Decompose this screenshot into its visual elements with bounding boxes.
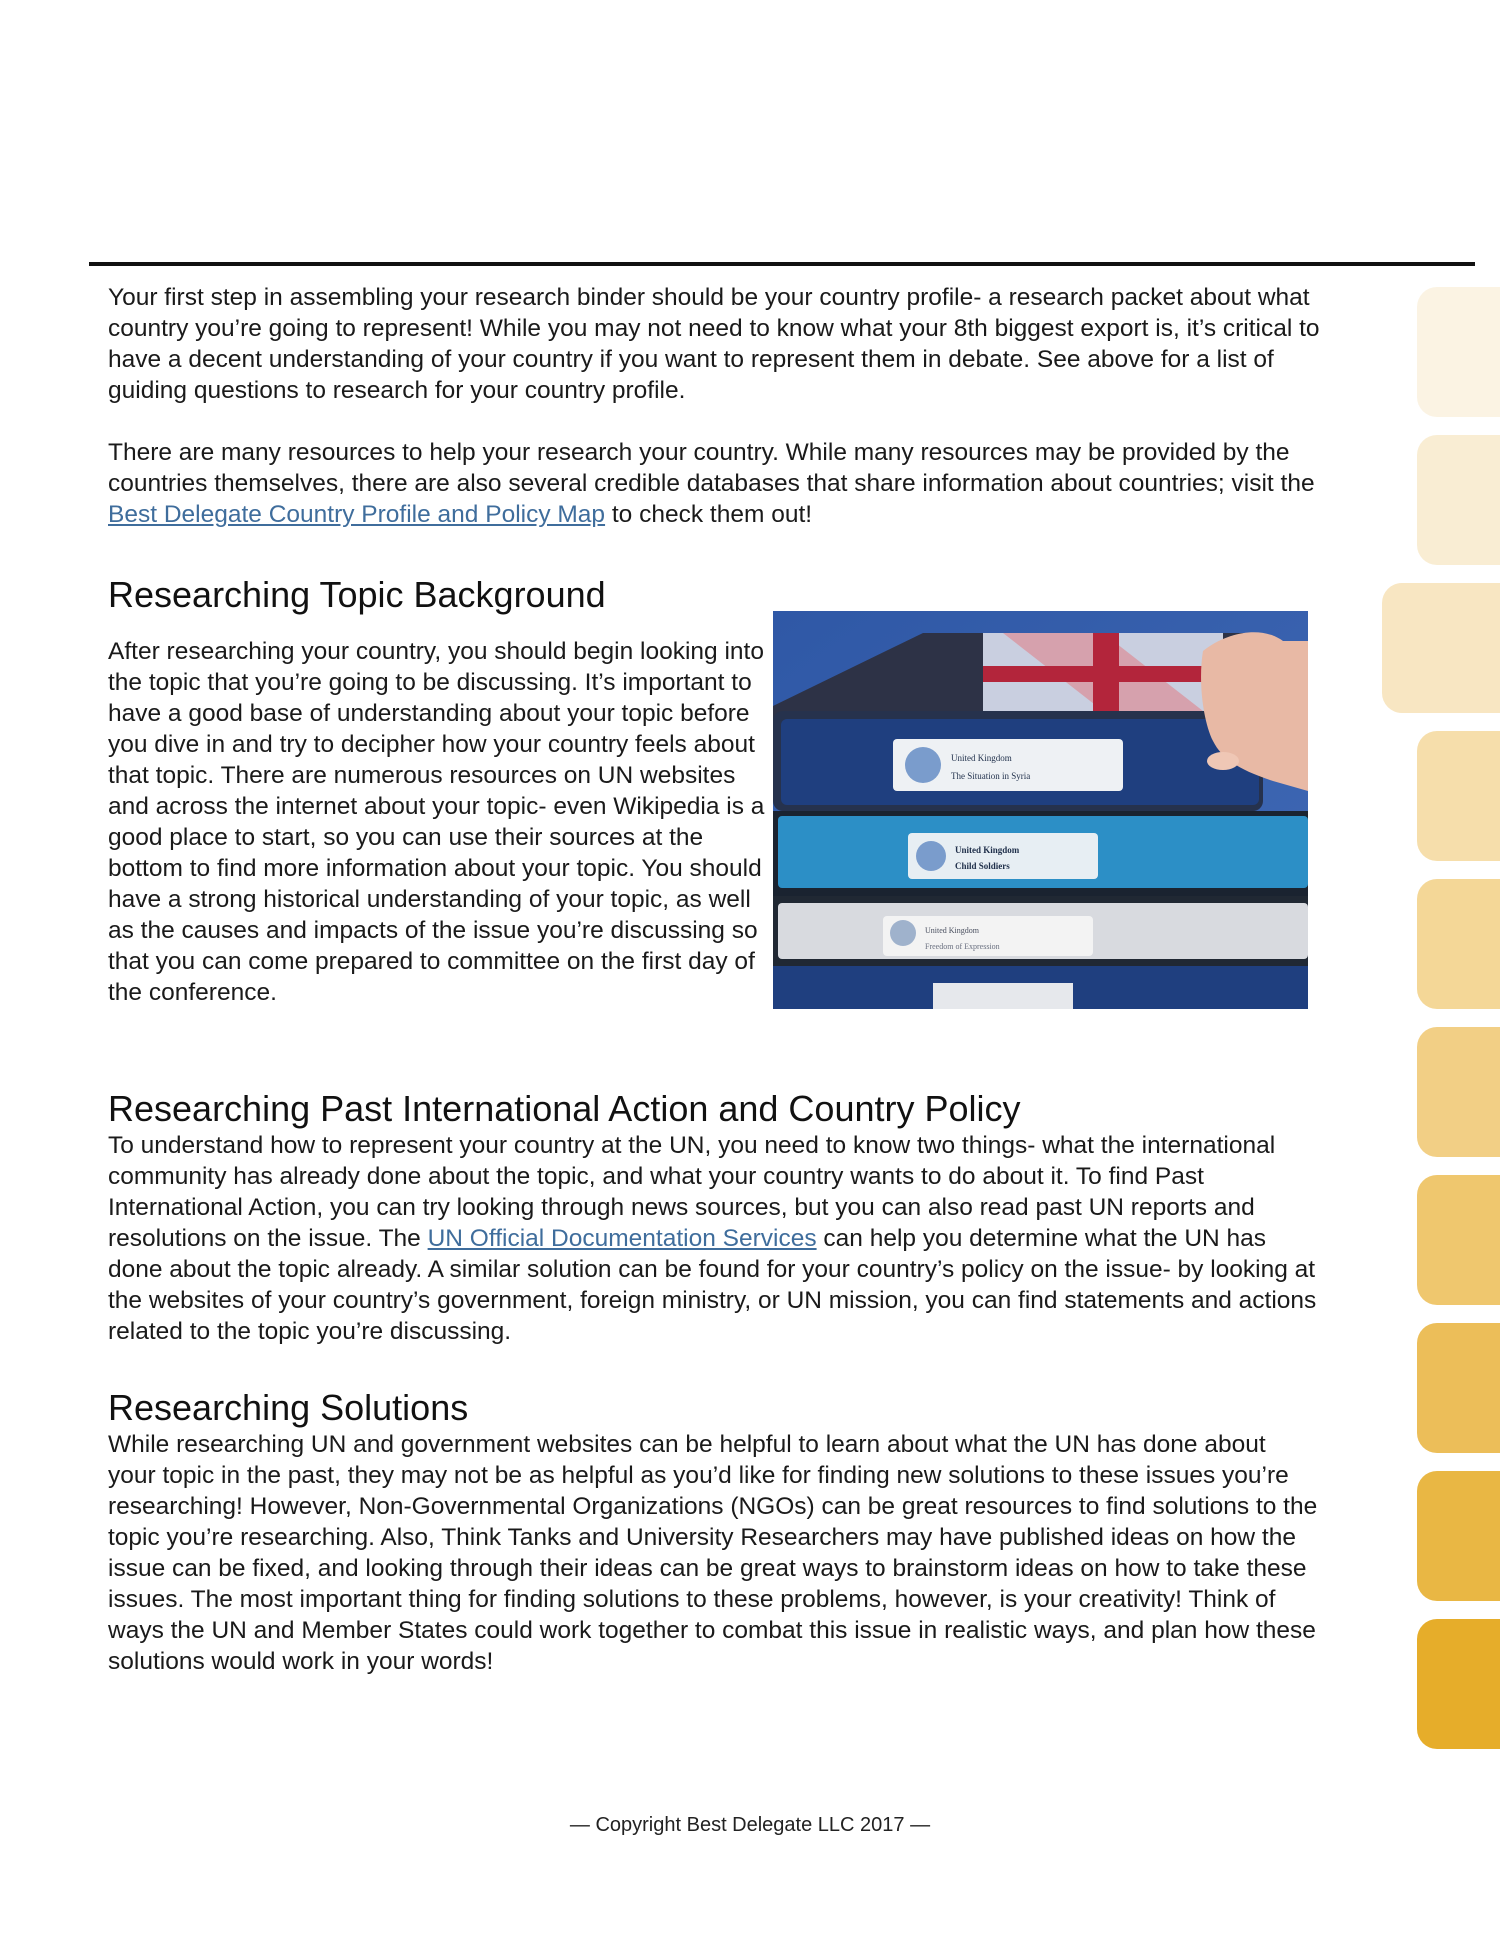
side-tab-5[interactable] [1417, 879, 1500, 1009]
binder-label-1-line2: The Situation in Syria [951, 771, 1031, 781]
research-binders-photo [773, 611, 1308, 1009]
side-tab-6[interactable] [1417, 1027, 1500, 1157]
side-tab-1[interactable] [1417, 287, 1500, 417]
binder-label-3-line1: United Kingdom [925, 926, 979, 935]
topic-background-heading: Researching Topic Background [108, 574, 606, 615]
binder-label-3-line2: Freedom of Expression [925, 942, 1000, 951]
intro-paragraph: Your first step in assembling your research binder should be your country profile- a research packet about what country you’re going to represent! While you may not need to know what your 8th biggest export is, it’s critical to have a decent understanding of your country if you want to represent them in debate. See above for a list of guiding questions to research for your country profile. [108, 284, 1320, 404]
binder-label-2-line1: United Kingdom [955, 845, 1020, 855]
binder-label-2-line2: Child Soldiers [955, 861, 1010, 871]
intro-text-before-link: There are many resources to help your research your country. While many resources may be provided by the countries themselves, there are also several credible databases that share information about countries; visit the [108, 439, 1315, 497]
past-action-text-before-link: To understand how to represent your country at the UN, you need to know two things- what the international community has already done about the topic, and what your country wants to do about it. To find Past International Action, you can try looking through news sources, but you can also read past UN reports and resolutions on the issue. The [108, 1132, 1276, 1252]
un-documentation-link[interactable]: UN Official Documentation Services [427, 1225, 817, 1252]
intro-text-after-link: to check them out! [605, 501, 813, 528]
side-tab-3[interactable] [1382, 583, 1500, 713]
side-tab-4[interactable] [1417, 731, 1500, 861]
side-tab-2[interactable] [1417, 435, 1500, 565]
intro-resources-paragraph [108, 437, 1320, 530]
past-action-text [108, 1130, 1320, 1347]
header-rule [89, 262, 1475, 266]
page-content [108, 282, 1320, 1677]
side-tab-9[interactable] [1417, 1471, 1500, 1601]
binder-label-1-line1: United Kingdom [951, 753, 1012, 763]
past-action-text-after-link: can help you determine what the UN has done about the topic already. A similar solution can be found for your country’s policy on the issue- by looking at the websites of your country’s government, foreign ministry, or UN mission, you can find statements and actions related to the topic you’re discussing. [108, 1225, 1317, 1345]
country-profile-map-link[interactable]: Best Delegate Country Profile and Policy Map [108, 501, 606, 528]
copyright-footer: — Copyright Best Delegate LLC 2017 — [569, 1814, 931, 1836]
past-action-heading: Researching Past International Action and Country Policy [108, 1088, 1021, 1129]
side-tab-7[interactable] [1417, 1175, 1500, 1305]
side-tab-10[interactable] [1417, 1619, 1500, 1749]
solutions-heading: Researching Solutions [108, 1387, 469, 1428]
topic-background-section [108, 636, 1320, 1048]
topic-background-text: After researching your country, you should begin looking into the topic that you’re going to be discussing. It’s important to have a good base of understanding about your topic before you dive in and try to decipher how your country feels about that topic. There are numerous resources on UN websites and across the internet about your topic- even Wikipedia is a good place to start, so you can use their sources at the bottom to find more information about your topic. You should have a strong historical understanding of your topic, as well as the causes and impacts of the issue you’re discussing so that you can come prepared to committee on the first day of the conference. [108, 638, 765, 1006]
solutions-text: While researching UN and government websites can be helpful to learn about what the UN has done about your topic in the past, they may not be as helpful as you’d like for finding new solutions to these issues you’re researching! However, Non-Governmental Organizations (NGOs) can be great resources to find solutions to the topic you’re researching. Also, Think Tanks and University Researchers may have published ideas on how the issue can be fixed, and looking through their ideas can be great ways to brainstorm ideas on how to take these issues. The most important thing for finding solutions to these problems, however, is your creativity! Think of ways the UN and Member States could work together to combat this issue in realistic ways, and plan how these solutions would work in your words! [108, 1431, 1318, 1675]
side-tab-8[interactable] [1417, 1323, 1500, 1453]
